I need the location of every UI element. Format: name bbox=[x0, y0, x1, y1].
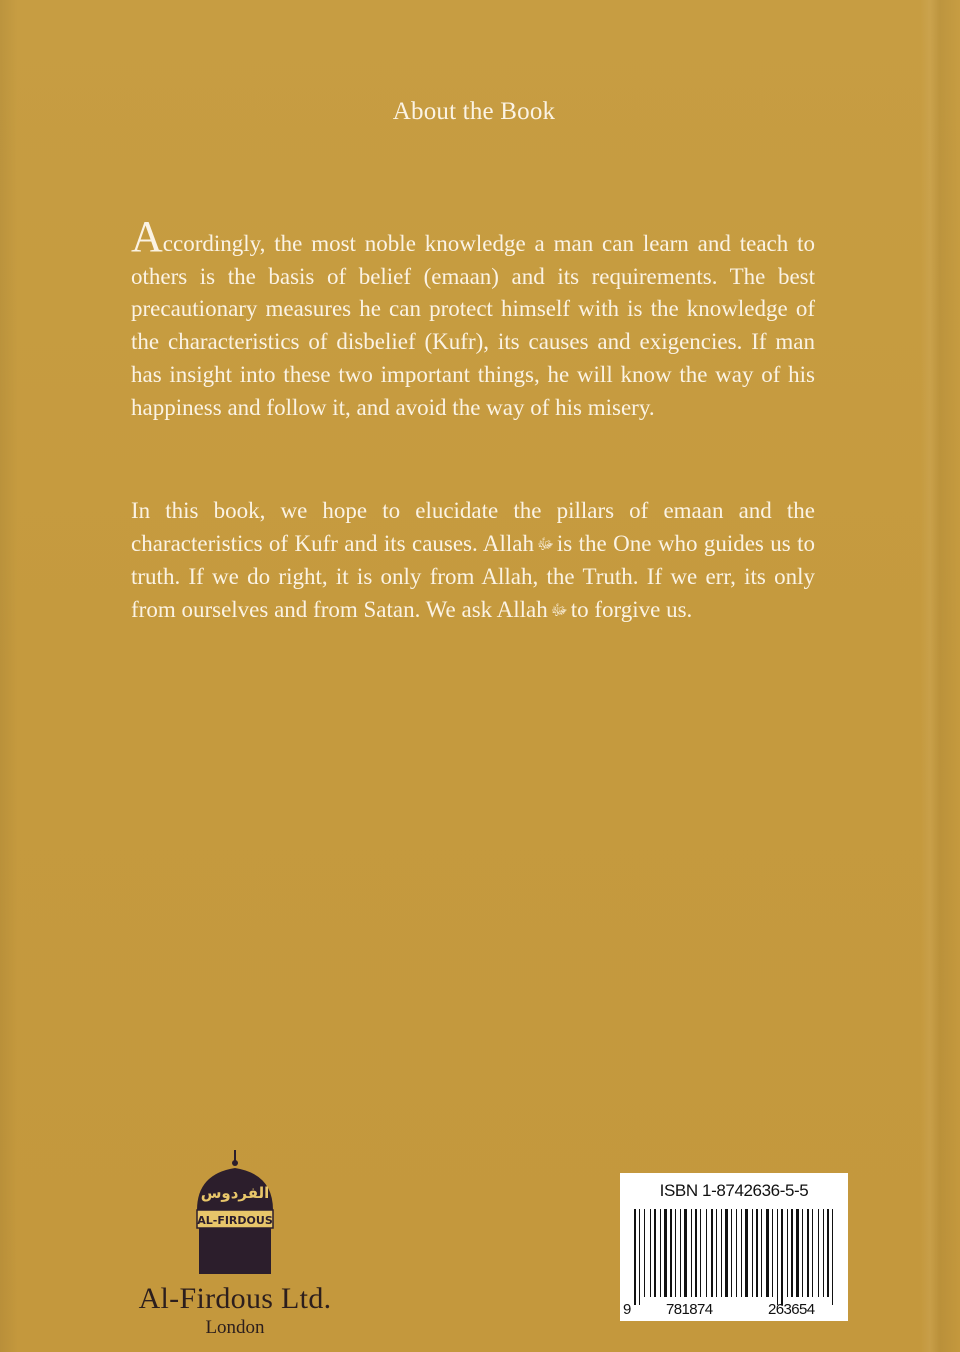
barcode-bar bbox=[766, 1209, 769, 1297]
barcode-bar bbox=[772, 1209, 773, 1297]
publisher-city: London bbox=[205, 1317, 265, 1338]
barcode-bar bbox=[777, 1209, 778, 1305]
barcode-bar bbox=[675, 1209, 676, 1297]
barcode-bar bbox=[684, 1209, 687, 1297]
barcode-bars bbox=[620, 1173, 848, 1321]
barcode-bar bbox=[752, 1209, 753, 1297]
paragraph-2-part-1: In this book, we hope to elucidate the pillars of emaan and the characteristics of Kufr and its causes. Allah bbox=[131, 498, 815, 556]
barcode-bar bbox=[716, 1209, 717, 1297]
description-paragraph-1 bbox=[131, 212, 815, 424]
page-title: About the Book bbox=[392, 98, 556, 125]
barcode-bar bbox=[802, 1209, 803, 1297]
barcode-bar bbox=[639, 1209, 640, 1305]
barcode-bar bbox=[706, 1209, 707, 1297]
barcode-bar bbox=[634, 1209, 636, 1305]
paragraph-2-part-3: to forgive us. bbox=[570, 597, 693, 623]
barcode-bar bbox=[827, 1209, 829, 1297]
publisher-logo bbox=[187, 1150, 283, 1278]
publisher-block bbox=[120, 1150, 350, 1339]
barcode-bar bbox=[721, 1209, 722, 1297]
description-paragraph-2 bbox=[131, 495, 815, 628]
logo-banner-text: AL-FIRDOUS bbox=[197, 1214, 273, 1227]
barcode-bar bbox=[787, 1209, 788, 1297]
barcode-bar bbox=[680, 1209, 681, 1297]
honorific-glyph: ﷻ bbox=[550, 603, 568, 620]
barcode-bar bbox=[756, 1209, 758, 1297]
barcode-bar bbox=[695, 1209, 697, 1297]
barcode-bar bbox=[807, 1209, 809, 1297]
barcode-bar bbox=[818, 1209, 819, 1297]
barcode-bar bbox=[796, 1209, 799, 1297]
barcode-bar bbox=[691, 1209, 692, 1297]
barcode-bar bbox=[725, 1209, 728, 1297]
honorific-glyph: ﷻ bbox=[536, 536, 554, 553]
logo-arabic-text: الفردوس bbox=[200, 1184, 270, 1202]
barcode-bar bbox=[660, 1209, 661, 1297]
barcode-bar bbox=[731, 1209, 732, 1297]
barcode-bar bbox=[664, 1209, 667, 1297]
isbn-label: ISBN 1-8742636-5-5 bbox=[659, 1181, 809, 1200]
barcode-bar bbox=[745, 1209, 748, 1297]
barcode-bar bbox=[823, 1209, 824, 1297]
barcode-bar bbox=[781, 1209, 783, 1305]
publisher-name: Al-Firdous Ltd. bbox=[138, 1282, 332, 1315]
barcode-bar bbox=[832, 1209, 833, 1305]
barcode-bar bbox=[650, 1209, 651, 1297]
isbn-barcode bbox=[620, 1173, 848, 1321]
barcode-bar bbox=[644, 1209, 645, 1297]
barcode-bar bbox=[761, 1209, 762, 1297]
barcode-bar bbox=[736, 1209, 737, 1297]
barcode-digit-first: 9 bbox=[623, 1301, 631, 1318]
barcode-digits-right: 263654 bbox=[768, 1301, 815, 1318]
paragraph-2-part-2: is the One who guides us to truth. If we do right, it is only from Allah, the Truth. If we err, its only from ourselves and from Satan. We ask Allah bbox=[131, 530, 815, 623]
barcode-bar bbox=[791, 1209, 793, 1297]
paragraph-1-text: ccordingly, the most noble knowledge a man can learn and teach to others is the basis of belief (emaan) and its requirements. The best precautionary measures he can protect himself with is the knowledge of the characteristics of disbelief (Kufr), its causes and exigencies. If man has insight into these two important things, he will know the way of his happiness and follow it, and avoid the way of his misery. bbox=[131, 231, 815, 420]
barcode-bar bbox=[741, 1209, 742, 1297]
barcode-bar bbox=[700, 1209, 701, 1297]
barcode-digits-left: 781874 bbox=[666, 1301, 713, 1318]
barcode-bar bbox=[711, 1209, 713, 1297]
drop-cap: A bbox=[131, 212, 163, 261]
barcode-bar bbox=[812, 1209, 813, 1297]
barcode-bar bbox=[654, 1209, 656, 1297]
barcode-bar bbox=[670, 1209, 672, 1297]
